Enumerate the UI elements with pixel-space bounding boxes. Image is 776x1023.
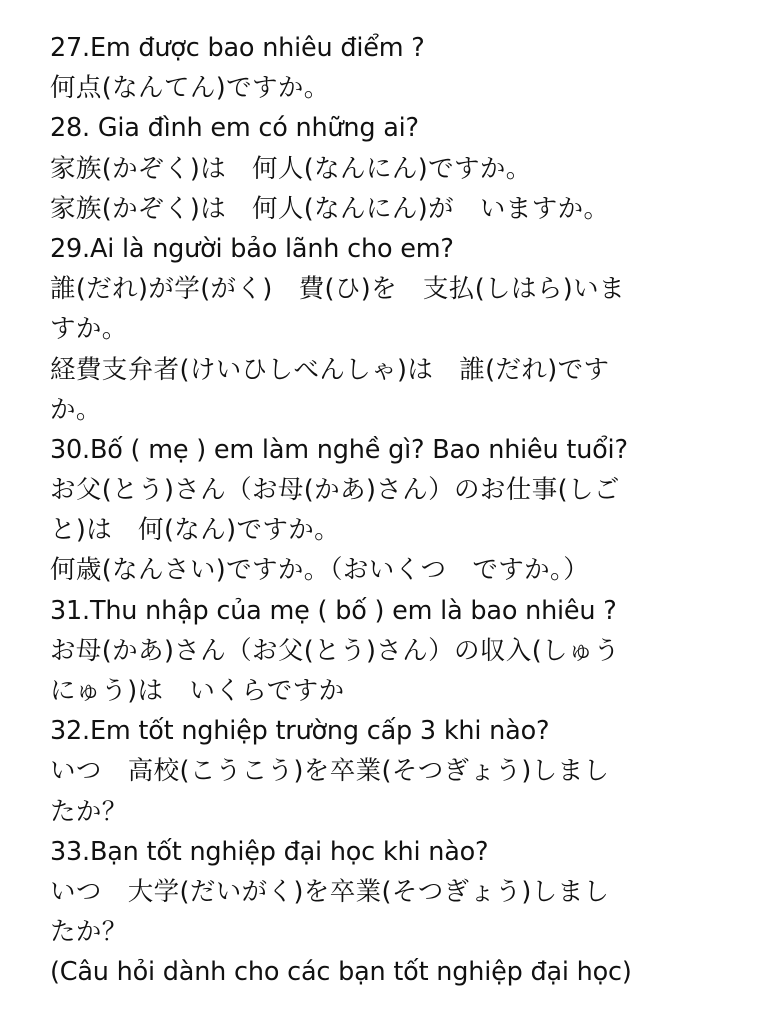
text-line: (Câu hỏi dành cho các bạn tốt nghiệp đại học) xyxy=(50,957,632,988)
text-line: 経費支弁者(けいひしべんしゃ)は 誰(だれ)です xyxy=(50,354,610,385)
text-line: 何歳(なんさい)ですか。（おいくつ ですか。） xyxy=(50,555,590,586)
text-line: 33.Bạn tốt nghiệp đại học khi nào? xyxy=(50,836,489,867)
text-line: 28. Gia đình em có những ai? xyxy=(50,113,419,144)
text-line: 31.Thu nhập của mẹ ( bố ) em là bao nhiêu ? xyxy=(50,595,617,626)
text-line: いつ 高校(こうこう)を卒業(そつぎょう)しまし xyxy=(50,756,610,787)
text-line: か。 xyxy=(50,394,102,425)
text-line: にゅう)は いくらですか xyxy=(50,676,345,706)
text-line: 30.Bố ( mẹ ) em làm nghề gì? Bao nhiêu tuổi? xyxy=(50,434,628,465)
text-line: たか？ xyxy=(50,796,128,827)
text-line: 家族(かぞく)は 何人(なんにん)が いますか。 xyxy=(50,193,610,224)
text-line: 27.Em được bao nhiêu điểm ? xyxy=(50,33,425,63)
text-line: 家族(かぞく)は 何人(なんにん)ですか。 xyxy=(50,153,532,184)
text-line: と)は 何(なん)ですか。 xyxy=(50,515,341,546)
document-text xyxy=(50,28,750,993)
text-line: 29.Ai là người bảo lãnh cho em? xyxy=(50,233,454,264)
text-line: いつ 大学(だいがく)を卒業(そつぎょう)しまし xyxy=(50,876,610,907)
text-line: 32.Em tốt nghiệp trường cấp 3 khi nào? xyxy=(50,716,550,747)
text-line: お父(とう)さん（お母(かあ)さん）のお仕事(しご xyxy=(50,475,620,506)
text-line: すか。 xyxy=(50,314,128,345)
text-line: お母(かあ)さん（お父(とう)さん）の収入(しゅう xyxy=(50,635,620,666)
text-line: 誰(だれ)が学(がく) 費(ひ)を 支払(しはら)いま xyxy=(50,274,625,305)
text-line: たか？ xyxy=(50,917,128,948)
text-line: 何点(なんてん)ですか。 xyxy=(50,73,330,104)
